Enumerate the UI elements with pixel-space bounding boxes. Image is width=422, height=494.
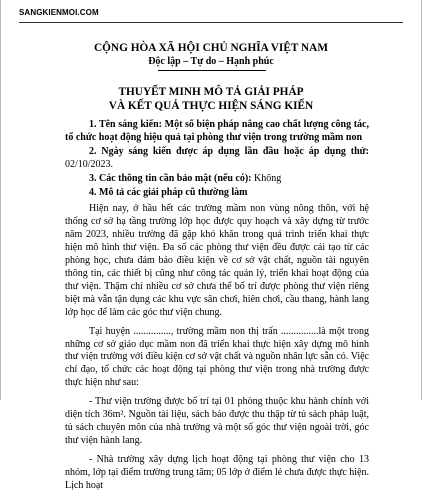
item-confidential (65, 173, 369, 186)
paragraph: Tại huyện ..............., trường mầm non thị trấn ...............là một trong những cơ sở giáo dục mầm non đã triển khai thực hiện xây dựng mô hình thư viện trường với điều kiện cơ sở vật chất và nguồn nhân lực sẵn có. Việc chỉ đạo, tổ chức các hoạt động tại phòng thư viện trong nhà trường được thực hiện như sau: (65, 325, 369, 389)
national-motto: Độc lập – Tự do – Hạnh phúc (148, 56, 274, 67)
item-label: 4. Mô tả các giải pháp cũ thường làm (89, 186, 248, 198)
site-header[interactable]: SANGKIENMOI.COM (19, 8, 99, 17)
item-value: 02/10/2023. (65, 158, 114, 170)
item-value: Một số biện pháp nâng cao chất lượng công tác, tổ chức hoạt động hiệu quả tại phòng thư viện trong trường mầm non (65, 119, 369, 143)
paragraph: - Nhà trường xây dựng lịch hoạt động tại phòng thư viện cho 13 nhóm, lớp tại điểm trường trung tâm; 05 lớp ở điểm lẻ chưa được thực hiện. Lịch hoạt (65, 453, 369, 491)
item-label: 2. Ngày sáng kiến được áp dụng lần đầu hoặc áp dụng thử: (89, 145, 369, 157)
item-label: 3. Các thông tin cần bảo mật (nếu có): (89, 172, 252, 184)
item-label: 1. Tên sáng kiến: (89, 119, 162, 130)
document-title-line1: THUYẾT MINH MÔ TẢ GIẢI PHÁP (118, 86, 304, 98)
document-body (65, 119, 369, 494)
item-value: Không (251, 172, 282, 184)
item-date (65, 146, 369, 172)
motto-underline (158, 70, 266, 71)
item-name (65, 119, 369, 145)
paragraph: - Thư viện trường được bố trí tại 01 phòng thuộc khu hành chính với diện tích 36m². Nguồn tài liệu, sách báo được thu thập từ tủ sách pháp luật, tủ sách chuyên môn của nhà trường và một số góc thư viện ngoài trời, góc thư viện hành lang. (65, 396, 369, 446)
national-title: CỘNG HÒA XÃ HỘI CHỦ NGHĨA VIỆT NAM (93, 42, 329, 54)
paragraph: Hiện nay, ở hầu hết các trường mầm non vùng nông thôn, với hệ thống cơ sở hạ tầng trường lớp học được quy hoạch và xây dựng từ trước năm 2023, nhiều trường đã gặp khó khăn trong quá trình triển khai thực hiện mô hình thư viện. Đa số các phòng thư viện đều được cải tạo từ các phòng học, chưa đảm bảo điều kiện về cơ sở vật chất, nguồn tài nguyên thông tin, các thiết bị cũng như công tác quản lý, triển khai hoạt động của thư viện. Thậm chí nhiều cơ sở chưa thể bố trí được phòng thư viện riêng biệt mà vẫn tận dụng các khu vực sân chơi, hiên chơi, cầu thang, hành lang lớp học để làm các góc thư viện chung. (65, 203, 369, 318)
document-title-line2: VÀ KẾT QUẢ THỰC HIỆN SÁNG KIẾN (108, 100, 314, 112)
header-divider (19, 22, 403, 23)
item-old-solutions (65, 187, 369, 200)
